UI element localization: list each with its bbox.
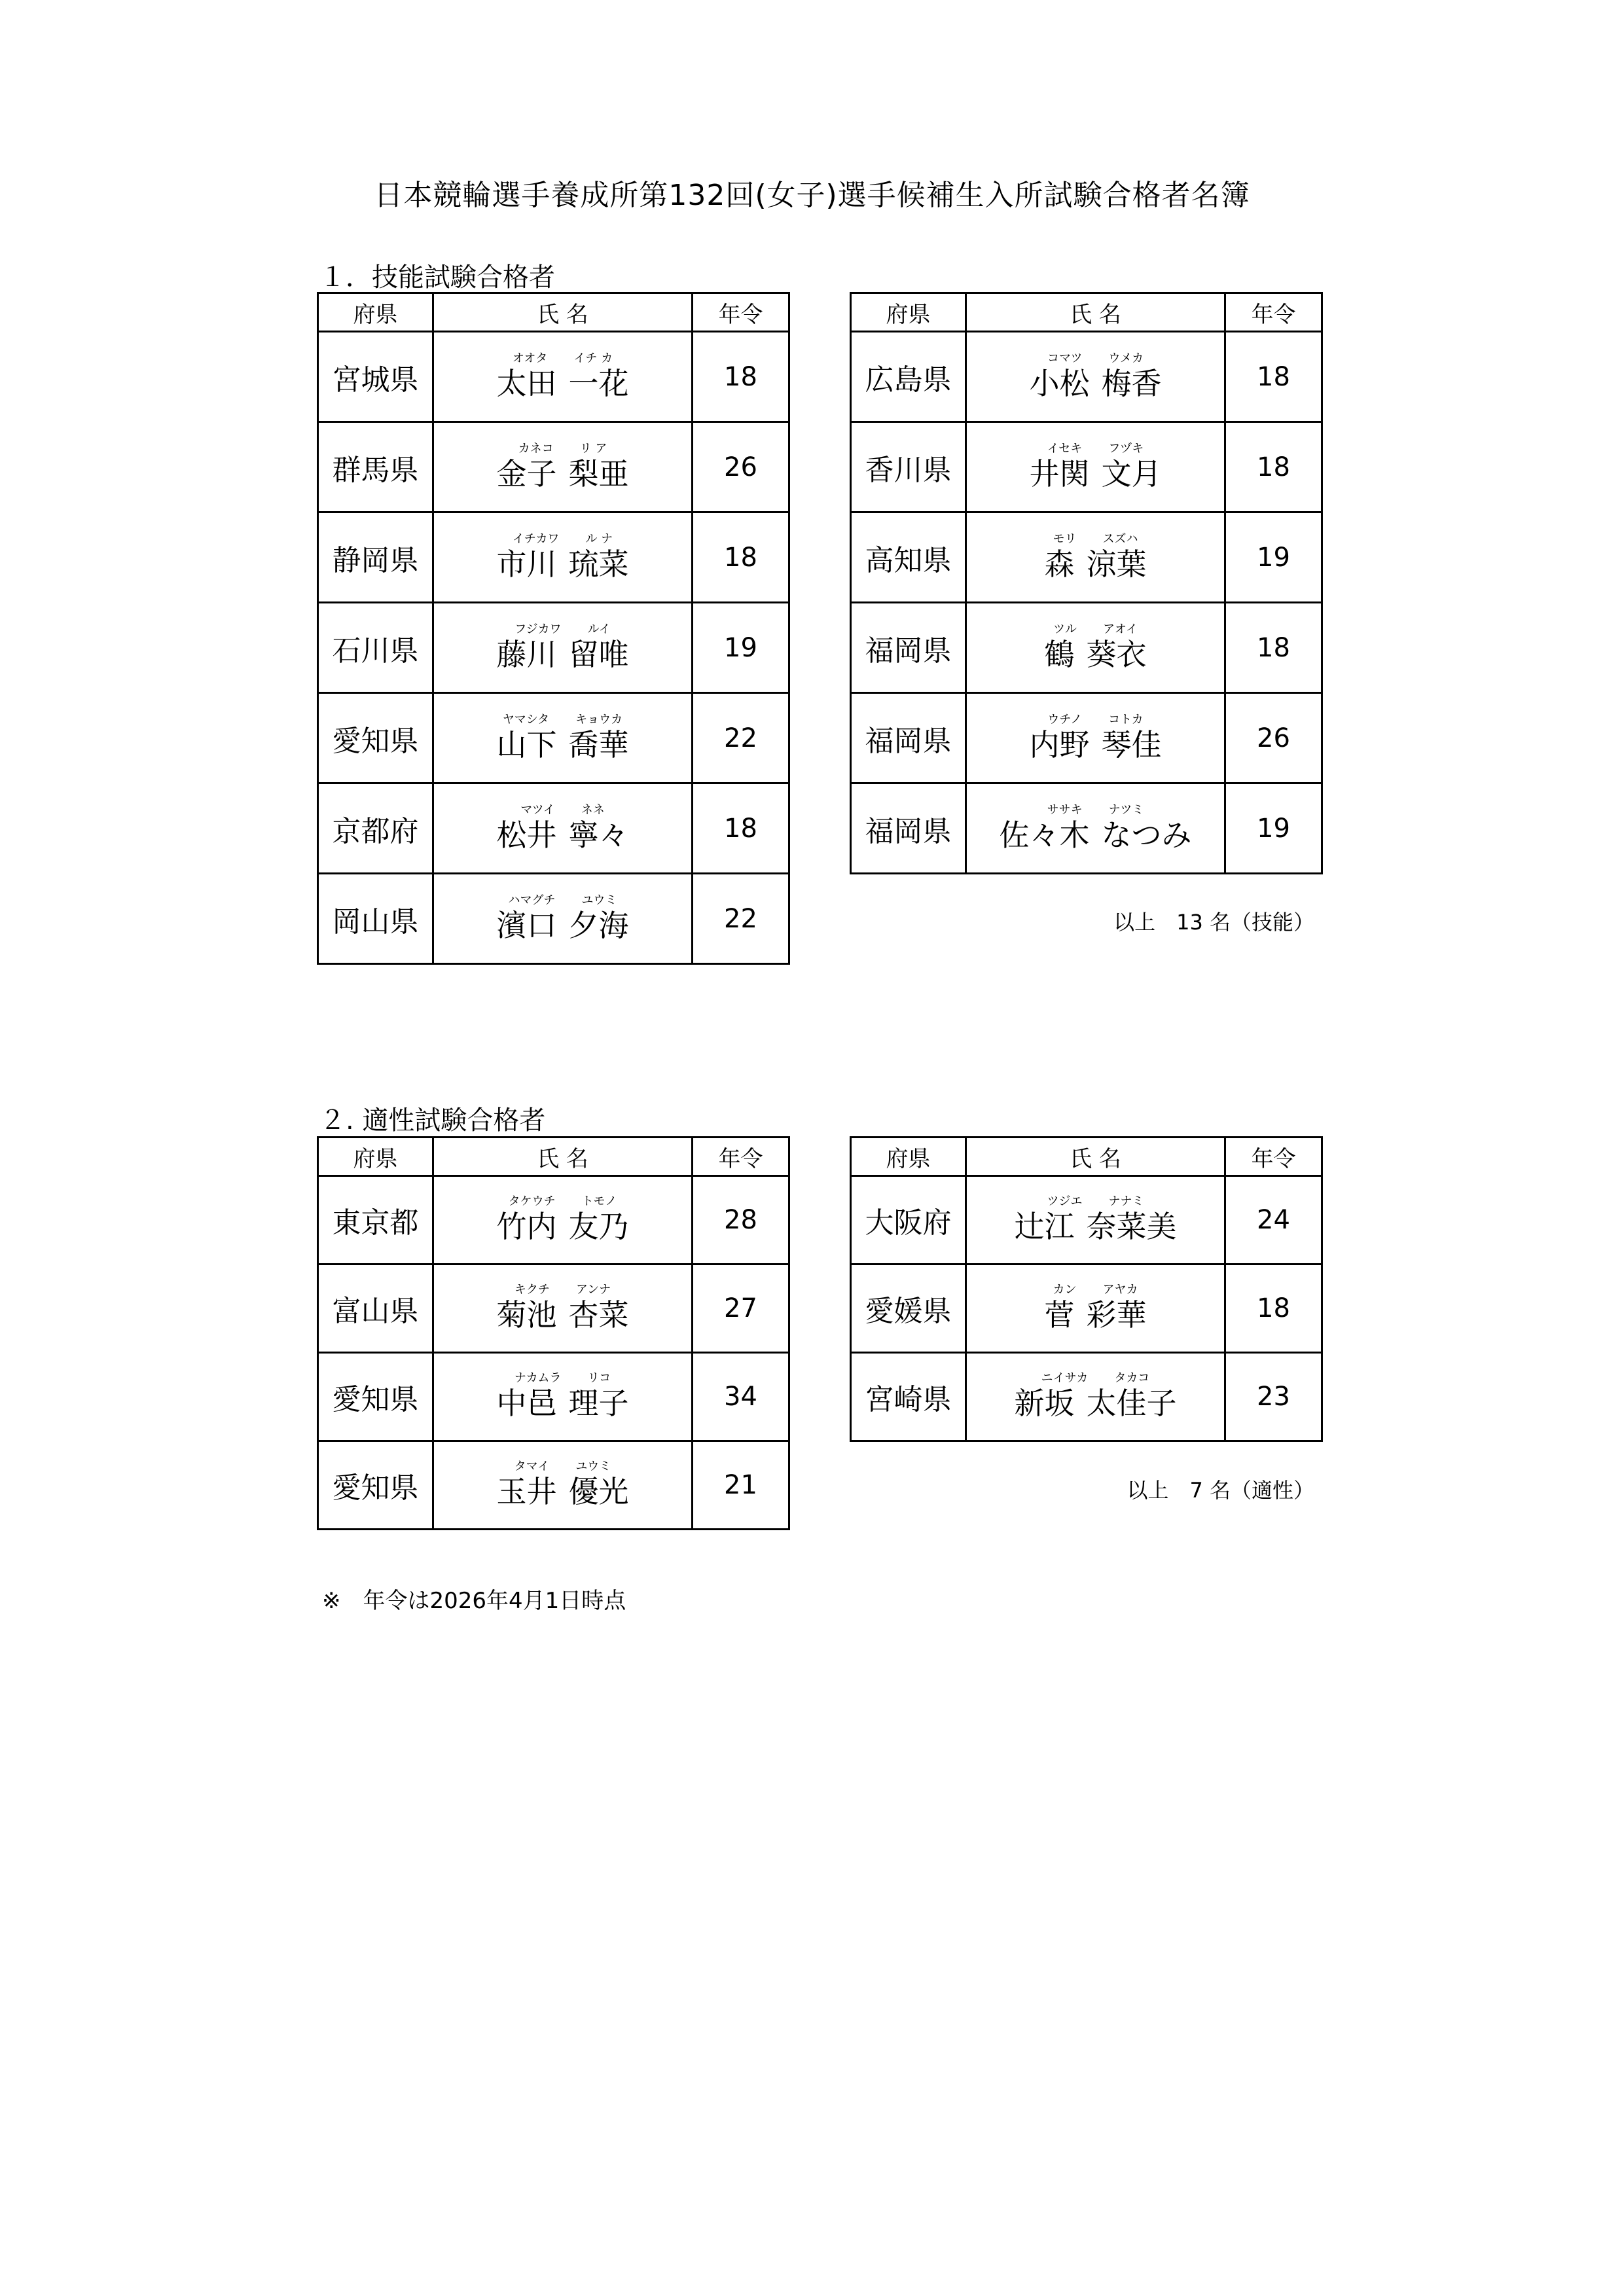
table-row bbox=[318, 1441, 789, 1530]
name-cell bbox=[433, 422, 693, 512]
furigana bbox=[1045, 623, 1147, 636]
name-cell bbox=[433, 512, 693, 603]
furigana bbox=[497, 1283, 629, 1297]
header-name: 氏 名 bbox=[433, 293, 693, 332]
table-row bbox=[318, 603, 789, 693]
section1-left-table bbox=[317, 292, 790, 965]
name-cell bbox=[966, 603, 1225, 693]
given-name: 奈菜美 bbox=[1086, 1209, 1177, 1244]
age-cell: 23 bbox=[1225, 1353, 1322, 1441]
age-cell: 18 bbox=[693, 783, 789, 874]
name-cell bbox=[433, 783, 693, 874]
furigana bbox=[497, 804, 629, 817]
furigana bbox=[497, 533, 629, 546]
name-block bbox=[497, 894, 629, 944]
pref-cell: 愛知県 bbox=[318, 1353, 433, 1441]
age-cell: 18 bbox=[1225, 1265, 1322, 1353]
name-block bbox=[497, 1283, 629, 1333]
name-block bbox=[1045, 1283, 1147, 1333]
section2-tally: 以上 7 名（適性） bbox=[1127, 1478, 1314, 1503]
table-row bbox=[318, 332, 789, 422]
age-cell: 19 bbox=[1225, 783, 1322, 874]
table-row bbox=[851, 512, 1322, 603]
furigana bbox=[497, 713, 629, 726]
section1-heading: １．技能試験合格者 bbox=[319, 262, 555, 293]
furigana-given: リコ bbox=[587, 1371, 611, 1385]
name-block bbox=[497, 442, 629, 492]
full-name bbox=[497, 726, 629, 763]
full-name bbox=[1030, 365, 1162, 402]
family-name: 内野 bbox=[1029, 726, 1090, 762]
name-cell bbox=[433, 693, 693, 783]
given-name: 友乃 bbox=[568, 1209, 629, 1244]
name-block bbox=[497, 804, 629, 853]
header-age: 年令 bbox=[693, 293, 789, 332]
family-name: 濱口 bbox=[496, 907, 557, 943]
full-name bbox=[497, 1473, 629, 1510]
furigana-family: ツジエ bbox=[1047, 1194, 1083, 1208]
name-cell bbox=[966, 1353, 1225, 1441]
age-cell: 21 bbox=[693, 1441, 789, 1530]
furigana bbox=[497, 352, 629, 365]
furigana-given: ユウミ bbox=[575, 1460, 611, 1473]
family-name: 佐々木 bbox=[999, 817, 1090, 853]
family-name: 太田 bbox=[496, 365, 557, 401]
name-cell bbox=[433, 1176, 693, 1265]
given-name: 梨亜 bbox=[568, 456, 629, 492]
age-cell: 18 bbox=[693, 512, 789, 603]
furigana-family: イチカワ bbox=[512, 531, 560, 546]
age-cell: 26 bbox=[1225, 693, 1322, 783]
furigana-given: ネネ bbox=[581, 802, 605, 817]
family-name: 中邑 bbox=[496, 1386, 557, 1421]
furigana-family: モリ bbox=[1053, 531, 1077, 546]
full-name bbox=[1045, 1297, 1147, 1333]
furigana-given: キョウカ bbox=[575, 712, 623, 726]
furigana-family: マツイ bbox=[520, 802, 555, 817]
furigana-family: ウチノ bbox=[1047, 712, 1083, 726]
table-row bbox=[851, 332, 1322, 422]
furigana-given: タカコ bbox=[1114, 1371, 1150, 1385]
pref-cell: 福岡県 bbox=[851, 783, 966, 874]
full-name bbox=[1045, 636, 1147, 673]
family-name: 菊池 bbox=[496, 1297, 557, 1333]
pref-cell: 愛知県 bbox=[318, 1441, 433, 1530]
name-cell bbox=[433, 1353, 693, 1441]
page-title: 日本競輪選手養成所第132回(女子)選手候補生入所試験合格者名簿 bbox=[374, 179, 1250, 212]
furigana-family: ハマグチ bbox=[508, 893, 556, 907]
header-name: 氏 名 bbox=[433, 1138, 693, 1176]
section1-tally: 以上 13 名（技能） bbox=[1113, 910, 1314, 935]
family-name: 藤川 bbox=[496, 636, 557, 672]
name-cell bbox=[966, 422, 1225, 512]
pref-cell: 京都府 bbox=[318, 783, 433, 874]
age-cell: 22 bbox=[693, 874, 789, 964]
furigana bbox=[1030, 442, 1162, 456]
furigana-given: ウメカ bbox=[1108, 351, 1144, 365]
furigana bbox=[497, 623, 629, 636]
given-name: 寧々 bbox=[568, 817, 629, 853]
full-name bbox=[497, 907, 629, 944]
family-name: 竹内 bbox=[496, 1209, 557, 1244]
full-name bbox=[497, 1297, 629, 1333]
table-header-row bbox=[851, 293, 1322, 332]
table-row bbox=[851, 1176, 1322, 1265]
table-row bbox=[851, 1265, 1322, 1353]
given-name: 琉菜 bbox=[568, 546, 629, 582]
given-name: 文月 bbox=[1101, 456, 1162, 492]
given-name: 梅香 bbox=[1101, 365, 1162, 401]
family-name: 辻江 bbox=[1014, 1209, 1075, 1244]
section1-right-table bbox=[850, 292, 1323, 874]
furigana-family: カネコ bbox=[518, 441, 554, 456]
furigana-family: ササキ bbox=[1047, 802, 1083, 817]
table-row bbox=[851, 783, 1322, 874]
table-row bbox=[318, 783, 789, 874]
furigana-given: スズハ bbox=[1102, 531, 1138, 546]
table-row bbox=[851, 1353, 1322, 1441]
family-name: 金子 bbox=[496, 456, 557, 492]
section2-heading: ２. 適性試験合格者 bbox=[319, 1105, 546, 1136]
furigana bbox=[1045, 533, 1147, 546]
name-cell bbox=[433, 874, 693, 964]
furigana bbox=[497, 1372, 629, 1385]
given-name: なつみ bbox=[1101, 817, 1192, 853]
furigana-given: アンナ bbox=[575, 1283, 611, 1297]
age-cell: 27 bbox=[693, 1265, 789, 1353]
name-block bbox=[1000, 804, 1192, 853]
header-pref: 府県 bbox=[318, 293, 433, 332]
pref-cell: 愛媛県 bbox=[851, 1265, 966, 1353]
pref-cell: 高知県 bbox=[851, 512, 966, 603]
age-cell: 18 bbox=[693, 332, 789, 422]
name-block bbox=[1030, 713, 1162, 763]
name-block bbox=[1045, 623, 1147, 673]
full-name bbox=[1045, 546, 1147, 583]
furigana-given: フヅキ bbox=[1108, 441, 1144, 456]
name-cell bbox=[966, 332, 1225, 422]
name-cell bbox=[433, 1265, 693, 1353]
family-name: 小松 bbox=[1029, 365, 1090, 401]
pref-cell: 静岡県 bbox=[318, 512, 433, 603]
furigana bbox=[1015, 1195, 1177, 1208]
full-name bbox=[1030, 456, 1162, 492]
name-cell bbox=[966, 783, 1225, 874]
full-name bbox=[497, 456, 629, 492]
table-row bbox=[851, 603, 1322, 693]
full-name bbox=[497, 1385, 629, 1422]
name-cell bbox=[966, 693, 1225, 783]
age-cell: 18 bbox=[1225, 332, 1322, 422]
pref-cell: 富山県 bbox=[318, 1265, 433, 1353]
table-header-row bbox=[318, 1138, 789, 1176]
furigana-family: タケウチ bbox=[508, 1194, 556, 1208]
full-name bbox=[497, 817, 629, 853]
family-name: 玉井 bbox=[496, 1474, 557, 1509]
furigana bbox=[497, 894, 629, 907]
full-name bbox=[497, 546, 629, 583]
table-row bbox=[318, 1353, 789, 1441]
given-name: 優光 bbox=[568, 1474, 629, 1509]
furigana-given: ル ナ bbox=[585, 531, 613, 546]
pref-cell: 岡山県 bbox=[318, 874, 433, 964]
furigana-family: カン bbox=[1053, 1283, 1077, 1297]
furigana bbox=[1000, 804, 1192, 817]
full-name bbox=[1000, 817, 1192, 853]
furigana bbox=[1045, 1283, 1147, 1297]
name-block bbox=[497, 533, 629, 583]
pref-cell: 大阪府 bbox=[851, 1176, 966, 1265]
age-cell: 19 bbox=[1225, 512, 1322, 603]
furigana-given: リ ア bbox=[579, 441, 607, 456]
age-cell: 18 bbox=[1225, 603, 1322, 693]
given-name: 涼葉 bbox=[1086, 546, 1147, 582]
pref-cell: 福岡県 bbox=[851, 603, 966, 693]
name-block bbox=[497, 1372, 629, 1422]
pref-cell: 広島県 bbox=[851, 332, 966, 422]
furigana bbox=[497, 1460, 629, 1473]
name-block bbox=[1015, 1372, 1177, 1422]
name-block bbox=[1030, 442, 1162, 492]
given-name: 夕海 bbox=[568, 907, 629, 943]
pref-cell: 福岡県 bbox=[851, 693, 966, 783]
furigana-given: ユウミ bbox=[581, 893, 617, 907]
furigana-given: ルイ bbox=[587, 622, 611, 636]
table-row bbox=[318, 422, 789, 512]
header-pref: 府県 bbox=[318, 1138, 433, 1176]
furigana bbox=[1030, 713, 1162, 726]
furigana-given: コトカ bbox=[1108, 712, 1144, 726]
table-row bbox=[851, 422, 1322, 512]
full-name bbox=[497, 1208, 629, 1245]
pref-cell: 石川県 bbox=[318, 603, 433, 693]
age-cell: 26 bbox=[693, 422, 789, 512]
family-name: 井関 bbox=[1029, 456, 1090, 492]
family-name: 鶴 bbox=[1044, 636, 1075, 672]
family-name: 市川 bbox=[496, 546, 557, 582]
given-name: 理子 bbox=[568, 1386, 629, 1421]
pref-cell: 宮城県 bbox=[318, 332, 433, 422]
family-name: 新坂 bbox=[1014, 1386, 1075, 1421]
furigana-given: トモノ bbox=[581, 1194, 617, 1208]
name-block bbox=[497, 623, 629, 673]
footnote: ※ 年令は2026年4月1日時点 bbox=[322, 1588, 626, 1614]
given-name: 留唯 bbox=[568, 636, 629, 672]
table-row bbox=[318, 874, 789, 964]
name-cell bbox=[433, 332, 693, 422]
given-name: 琴佳 bbox=[1101, 726, 1162, 762]
furigana-family: ナカムラ bbox=[514, 1371, 562, 1385]
name-block bbox=[497, 352, 629, 402]
full-name bbox=[497, 636, 629, 673]
furigana-given: イチ カ bbox=[573, 351, 613, 365]
furigana-given: ナナミ bbox=[1108, 1194, 1144, 1208]
header-pref: 府県 bbox=[851, 1138, 966, 1176]
table-row bbox=[851, 693, 1322, 783]
header-age: 年令 bbox=[693, 1138, 789, 1176]
name-cell bbox=[433, 1441, 693, 1530]
furigana-given: アヤカ bbox=[1102, 1283, 1138, 1297]
given-name: 喬華 bbox=[568, 726, 629, 762]
section2-left-table bbox=[317, 1136, 790, 1530]
table-row bbox=[318, 1176, 789, 1265]
furigana-family: フジカワ bbox=[514, 622, 562, 636]
name-block bbox=[1045, 533, 1147, 583]
full-name bbox=[1030, 726, 1162, 763]
given-name: 彩華 bbox=[1086, 1297, 1147, 1333]
age-cell: 22 bbox=[693, 693, 789, 783]
header-name: 氏 名 bbox=[966, 1138, 1225, 1176]
name-block bbox=[497, 713, 629, 763]
pref-cell: 群馬県 bbox=[318, 422, 433, 512]
family-name: 菅 bbox=[1044, 1297, 1075, 1333]
table-row bbox=[318, 1265, 789, 1353]
furigana-family: キクチ bbox=[514, 1283, 550, 1297]
pref-cell: 香川県 bbox=[851, 422, 966, 512]
given-name: 太佳子 bbox=[1086, 1386, 1177, 1421]
name-block bbox=[497, 1460, 629, 1510]
furigana-given: ナツミ bbox=[1108, 802, 1144, 817]
table-header-row bbox=[318, 293, 789, 332]
header-name: 氏 名 bbox=[966, 293, 1225, 332]
age-cell: 28 bbox=[693, 1176, 789, 1265]
family-name: 森 bbox=[1044, 546, 1075, 582]
given-name: 一花 bbox=[568, 365, 629, 401]
furigana bbox=[1030, 352, 1162, 365]
pref-cell: 宮崎県 bbox=[851, 1353, 966, 1441]
furigana bbox=[1015, 1372, 1177, 1385]
full-name bbox=[497, 365, 629, 402]
name-cell bbox=[433, 603, 693, 693]
name-cell bbox=[966, 1176, 1225, 1265]
name-cell bbox=[966, 1265, 1225, 1353]
name-block bbox=[1015, 1195, 1177, 1245]
pref-cell: 東京都 bbox=[318, 1176, 433, 1265]
family-name: 山下 bbox=[496, 726, 557, 762]
furigana-family: コマツ bbox=[1047, 351, 1083, 365]
age-cell: 34 bbox=[693, 1353, 789, 1441]
furigana-family: イセキ bbox=[1047, 441, 1083, 456]
given-name: 杏菜 bbox=[568, 1297, 629, 1333]
full-name bbox=[1015, 1208, 1177, 1245]
pref-cell: 愛知県 bbox=[318, 693, 433, 783]
furigana bbox=[497, 442, 629, 456]
age-cell: 18 bbox=[1225, 422, 1322, 512]
furigana-family: ヤマシタ bbox=[502, 712, 550, 726]
table-row bbox=[318, 693, 789, 783]
header-pref: 府県 bbox=[851, 293, 966, 332]
furigana-family: タマイ bbox=[514, 1460, 550, 1473]
name-block bbox=[1030, 352, 1162, 402]
given-name: 葵衣 bbox=[1086, 636, 1147, 672]
header-age: 年令 bbox=[1225, 293, 1322, 332]
furigana bbox=[497, 1195, 629, 1208]
age-cell: 24 bbox=[1225, 1176, 1322, 1265]
full-name bbox=[1015, 1385, 1177, 1422]
section2-right-table bbox=[850, 1136, 1323, 1442]
furigana-family: ツル bbox=[1053, 622, 1077, 636]
table-header-row bbox=[851, 1138, 1322, 1176]
name-block bbox=[497, 1195, 629, 1245]
furigana-given: アオイ bbox=[1103, 622, 1138, 636]
age-cell: 19 bbox=[693, 603, 789, 693]
table-row bbox=[318, 512, 789, 603]
family-name: 松井 bbox=[496, 817, 557, 853]
name-cell bbox=[966, 512, 1225, 603]
header-age: 年令 bbox=[1225, 1138, 1322, 1176]
furigana-family: ニイサカ bbox=[1041, 1371, 1089, 1385]
furigana-family: オオタ bbox=[512, 351, 548, 365]
